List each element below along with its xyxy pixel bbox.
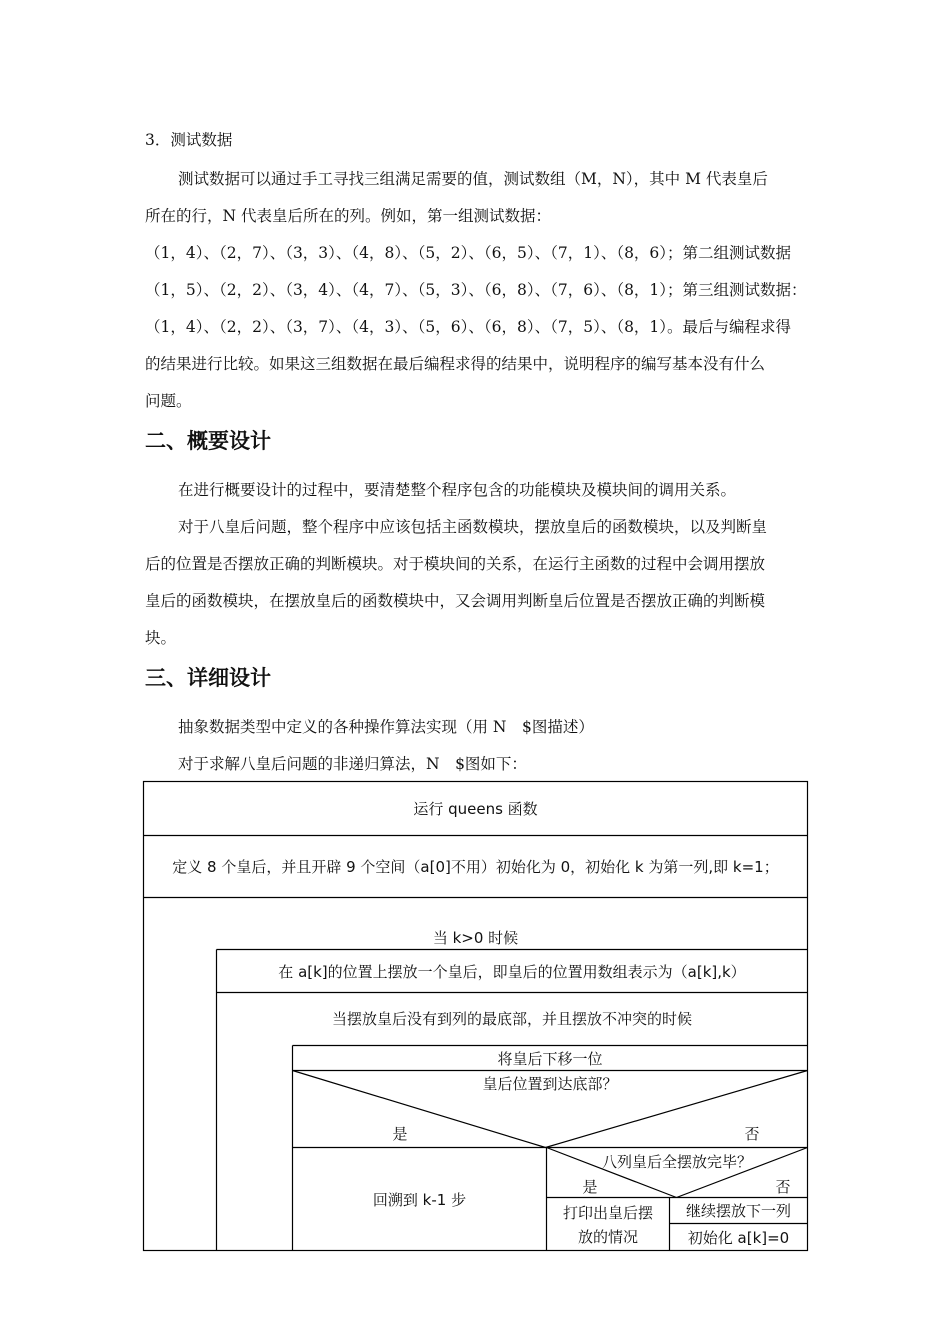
- ns-yes-label: 是: [392, 1124, 408, 1143]
- paragraph-line: 测试数据可以通过手工寻找三组满足需要的值，测试数组（M，N），其中 M 代表皇后: [178, 170, 768, 188]
- ns-while-k-label: 当 k>0 时候: [432, 928, 519, 947]
- ns-yes-label: 是: [582, 1177, 598, 1196]
- paragraph-line: 后的位置是否摆放正确的判断模块。对于模块间的关系，在运行主函数的过程中会调用摆放: [145, 555, 766, 573]
- paragraph-line: 对于求解八皇后问题的非递归算法，N $图如下：: [178, 755, 527, 773]
- ns-condition-bottom: 皇后位置到达底部？: [482, 1074, 618, 1093]
- ns-backtrack-step: 回溯到 k-1 步: [372, 1190, 467, 1209]
- paragraph-line: 的结果进行比较。如果这三组数据在最后编程求得的结果中，说明程序的编写基本没有什么: [145, 355, 766, 373]
- section-heading-detail: 三、详细设计: [145, 666, 271, 690]
- ns-init-ak-step: 初始化 a[k]=0: [687, 1228, 790, 1247]
- ns-print-step-line2: 放的情况: [577, 1227, 638, 1246]
- ns-move-down-step: 将皇后下移一位: [497, 1049, 603, 1068]
- paragraph-line: （1，4）、（2，7）、（3，3）、（4，8）、（5，2）、（6，5）、（7，1）、（8，6）；第二组测试数据: [145, 244, 792, 262]
- paragraph-line: 块。: [145, 629, 177, 647]
- ns-define-step: 定义 8 个皇后，并且开辟 9 个空间（a[0]不用）初始化为 0，初始化 k 为第一列,即 k=1；: [172, 858, 779, 876]
- paragraph-line: 在进行概要设计的过程中，要清楚整个程序包含的功能模块及模块间的调用关系。: [178, 481, 737, 499]
- ns-run-queens: 运行 queens 函数: [413, 800, 538, 818]
- ns-place-step: 在 a[k]的位置上摆放一个皇后，即皇后的位置用数组表示为（a[k],k）: [278, 962, 746, 981]
- ns-condition-all-placed: 八列皇后全摆放完毕？: [601, 1152, 752, 1171]
- section-heading-outline: 二、概要设计: [145, 429, 271, 453]
- ns-no-label: 否: [744, 1124, 760, 1143]
- paragraph-line: 问题。: [145, 392, 192, 410]
- paragraph-line: （1，4）、（2，2）、（3，7）、（4，3）、（5，6）、（6，8）、（7，5）、（8，1）。最后与编程求得: [145, 318, 792, 336]
- ns-no-label: 否: [775, 1177, 791, 1196]
- section-heading-test-data: 3．测试数据: [145, 131, 233, 149]
- ns-print-step-line1: 打印出皇后摆: [562, 1203, 653, 1222]
- ns-next-column-step: 继续摆放下一列: [685, 1202, 791, 1220]
- paragraph-line: 对于八皇后问题，整个程序中应该包括主函数模块，摆放皇后的函数模块，以及判断皇: [178, 518, 768, 536]
- paragraph-line: 所在的行，N 代表皇后所在的列。例如，第一组测试数据：: [145, 207, 551, 225]
- ns-while-place-label: 当摆放皇后没有到列的最底部，并且摆放不冲突的时候: [331, 1009, 692, 1028]
- paragraph-line: 皇后的函数模块，在摆放皇后的函数模块中，又会调用判断皇后位置是否摆放正确的判断模: [145, 592, 766, 610]
- paragraph-line: （1，5）、（2，2）、（3，4）、（4，7）、（5，3）、（6，8）、（7，6）、（8，1）；第三组测试数据：: [145, 281, 807, 299]
- paragraph-line: 抽象数据类型中定义的各种操作算法实现（用 N $图描述）: [178, 718, 594, 736]
